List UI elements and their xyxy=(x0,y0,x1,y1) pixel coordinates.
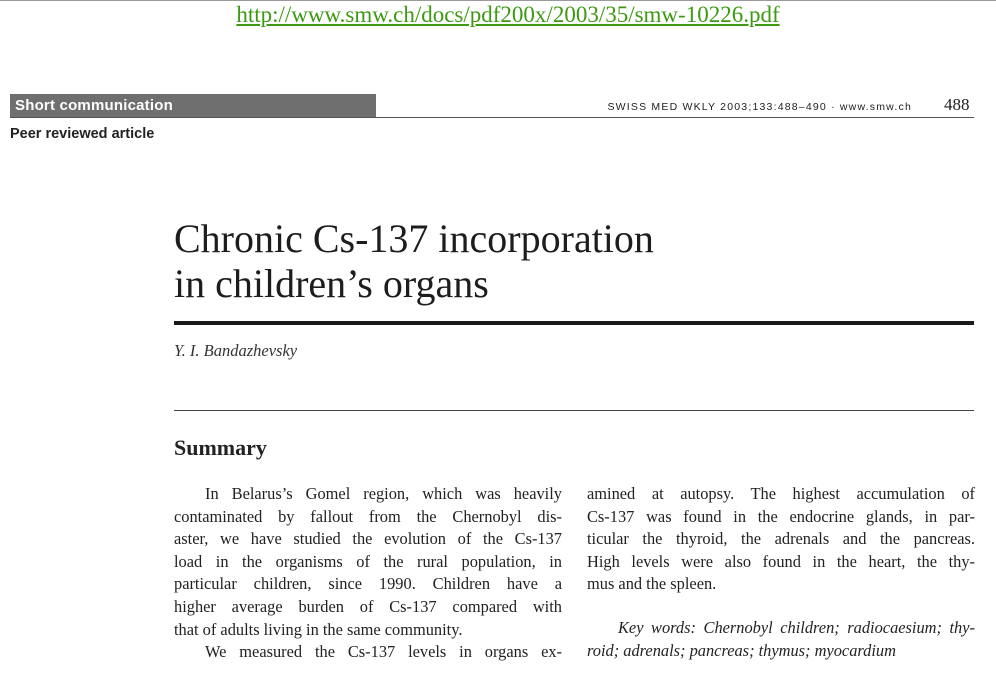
keywords-line: roid; adrenals; pancreas; thymus; myocardium xyxy=(587,640,896,660)
summary-line: ticular the thyroid, the adrenals and the pancreas. xyxy=(587,529,975,549)
title-rule xyxy=(174,321,974,325)
summary-line: Cs-137 was found in the endocrine glands, in par- xyxy=(587,506,975,526)
summary-line: particular children, since 1990. Children have a xyxy=(174,574,562,594)
summary-line: that of adults living in the same community. xyxy=(174,619,463,639)
article-title xyxy=(174,216,954,306)
section-label: Short communication xyxy=(15,97,173,114)
summary-heading: Summary xyxy=(174,435,267,460)
summary-line: We measured the Cs-137 levels in organs ex- xyxy=(205,642,562,662)
paragraph-spacer xyxy=(587,596,975,617)
summary-line: amined at autopsy. The highest accumulation of xyxy=(587,484,975,503)
summary-column-left xyxy=(174,483,562,664)
author-rule xyxy=(174,410,974,411)
summary-line: aster, we have studied the evolution of the Cs-137 xyxy=(174,529,562,549)
summary-line: higher average burden of Cs-137 compared with xyxy=(174,596,562,616)
summary-line: mus and the spleen. xyxy=(587,574,717,594)
pdf-link[interactable]: http://www.smw.ch/docs/pdf200x/2003/35/smw-10226.pdf xyxy=(236,2,780,27)
keywords-line: Key words: Chernobyl children; radiocaesium; thy- xyxy=(618,617,975,637)
title-line-2: in children’s organs xyxy=(174,261,489,306)
summary-line: In Belarus’s Gomel region, which was heavily xyxy=(205,484,562,503)
summary-column-right xyxy=(587,483,975,662)
summary-line: load in the organisms of the rural population, in xyxy=(174,551,562,571)
summary-line: High levels were also found in the heart, the thy- xyxy=(587,551,975,571)
journal-citation: SWISS MED WKLY 2003;133:488–490 · www.smw.ch xyxy=(607,101,912,113)
summary-line: contaminated by fallout from the Chernobyl dis- xyxy=(174,506,562,526)
peer-reviewed-label: Peer reviewed article xyxy=(10,126,155,142)
author-name: Y. I. Bandazhevsky xyxy=(174,341,298,360)
title-line-1: Chronic Cs-137 incorporation xyxy=(174,216,654,261)
header-rule xyxy=(10,117,974,118)
page-number: 488 xyxy=(944,95,970,114)
